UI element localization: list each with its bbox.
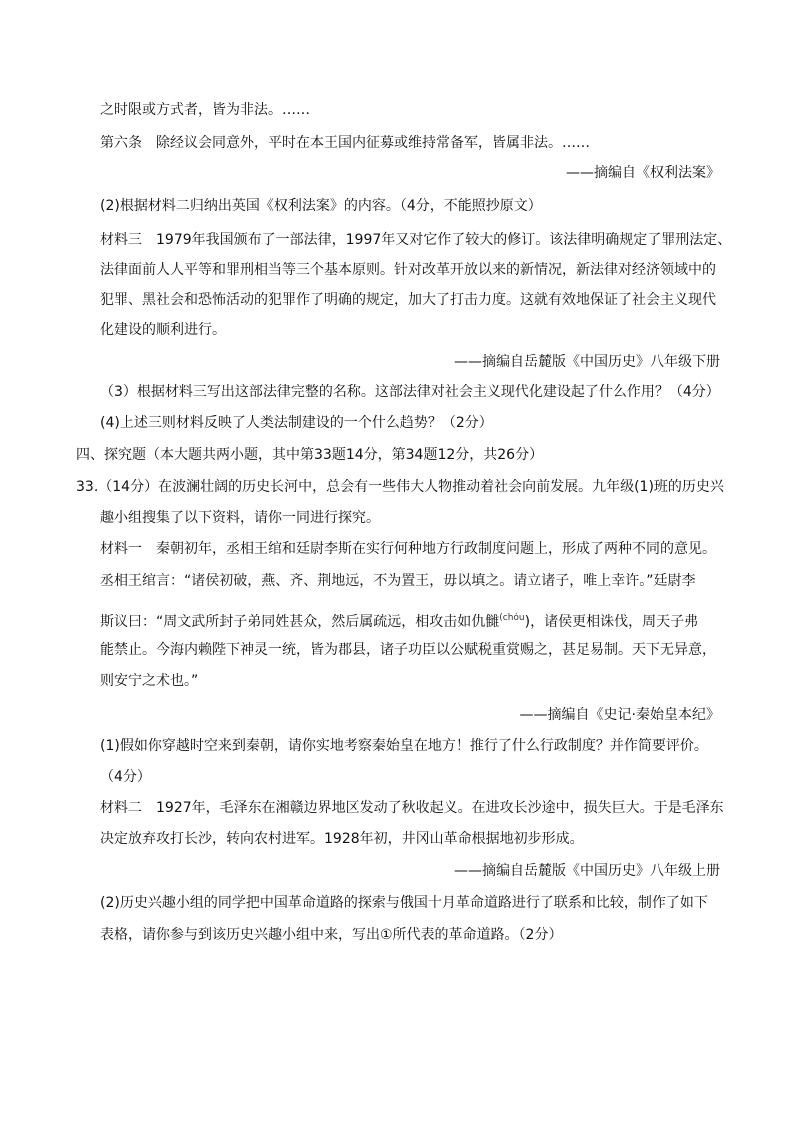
text-line: 则安宁之术也。” — [100, 673, 199, 689]
question: （3）根据材料三写出这部法律完整的名称。这部法律对社会主义现代化建设起了什么作用？（4分） — [100, 384, 720, 400]
text-line: 材料二 1927年，毛泽东在湘赣边界地区发动了秋收起义。在进攻长沙途中，损失巨大。于是毛泽东 — [100, 800, 724, 816]
pinyin-annotation: (chóu — [499, 613, 525, 623]
text-line: 决定放弃攻打长沙，转向农村进军。1928年初，井冈山革命根据地初步形成。 — [100, 831, 584, 847]
text-line: 法律面前人人平等和罪刑相当等三个基本原则。针对改革开放以来的新情况，新法律对经济领域中的 — [100, 262, 716, 278]
text-line: 材料三 1979年我国颁布了一部法律，1997年又对它作了较大的修订。该法律明确规定了罪刑法定、 — [100, 232, 732, 248]
question: （4分） — [100, 769, 151, 785]
text-line — [100, 609, 698, 631]
source-citation: ——摘编自《权利法案》 — [566, 165, 720, 181]
text-line: 能禁止。今海内赖陛下神灵一统，皆为郡县，诸子功臣以公赋税重赏赐之，甚足易制。天下无异意， — [100, 642, 716, 658]
question: (2)历史兴趣小组的同学把中国革命道路的探索与俄国十月革命道路进行了联系和比较，制作了如下 — [100, 895, 708, 911]
text-segment: )，诸侯更相诛伐，周天子弗 — [524, 614, 699, 630]
source-citation: ——摘编自《史记·秦始皇本纪》 — [519, 707, 720, 723]
question: (4)上述三则材料反映了人类法制建设的一个什么趋势？（2分） — [100, 415, 493, 431]
text-segment: 斯议曰：“周文武所封子弟同姓甚众，然后属疏远，相攻击如仇雠 — [100, 614, 500, 630]
text-line: 材料一 秦朝初年，丞相王绾和廷尉李斯在实行何种地方行政制度问题上，形成了两种不同的意见。 — [100, 541, 716, 557]
text-line: 第六条 除经议会同意外，平时在本王国内征募或维持常备军，皆属非法。…… — [100, 135, 590, 151]
text-line: 犯罪、黑社会和恐怖活动的犯罪作了明确的规定，加大了打击力度。这就有效地保证了社会主义现代 — [100, 292, 716, 308]
text-line: 丞相王绾言：“诸侯初破，燕、齐、荆地远，不为置王，毋以填之。请立诸子，唯上幸许。”廷尉李 — [100, 573, 696, 589]
text-line: 之时限或方式者，皆为非法。…… — [100, 102, 310, 118]
question: 33.（14分）在波澜壮阔的历史长河中，总会有一些伟大人物推动着社会向前发展。九年级(1)班的历史兴 — [76, 479, 724, 495]
source-citation: ——摘编自岳麓版《中国历史》八年级上册 — [454, 863, 720, 879]
source-citation: ——摘编自岳麓版《中国历史》八年级下册 — [454, 354, 720, 370]
question: (1)假如你穿越时空来到秦朝，请你实地考察秦始皇在地方！推行了什么行政制度？并作简要评价。 — [100, 738, 708, 754]
text-line: 趣小组搜集了以下资料，请你一同进行探究。 — [100, 510, 380, 526]
section-heading: 四、探究题（本大题共两小题，其中第33题14分，第34题12分，共26分） — [76, 447, 544, 463]
text-line: 化建设的顺利进行。 — [100, 322, 226, 338]
question: (2)根据材料二归纳出英国《权利法案》的内容。（4分，不能照抄原文） — [100, 198, 542, 214]
question: 表格，请你参与到该历史兴趣小组中来，写出①所代表的革命道路。（2分） — [100, 927, 563, 943]
